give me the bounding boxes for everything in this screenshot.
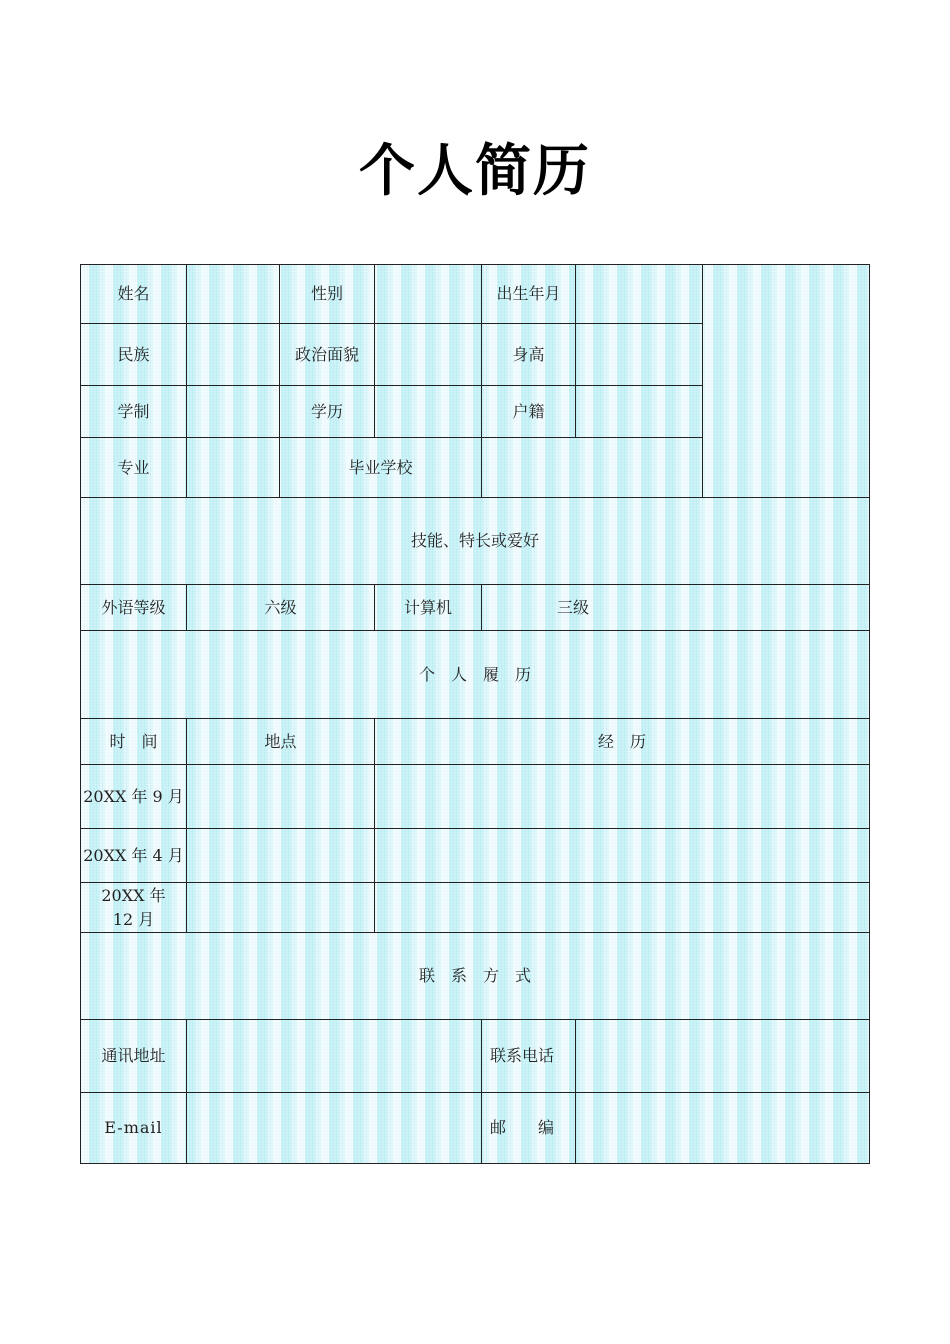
schooling-label: 学制 [81, 386, 187, 438]
ethnicity-label: 民族 [81, 324, 187, 386]
history-row-1-place[interactable] [187, 765, 375, 829]
phone-value[interactable] [576, 1020, 869, 1093]
major-value[interactable] [187, 438, 280, 498]
time-header: 时 间 [81, 719, 187, 765]
skills-section-title: 技能、特长或爱好 [81, 498, 869, 585]
history-row-2-experience[interactable] [375, 829, 869, 883]
experience-header: 经 历 [375, 719, 869, 765]
place-header: 地点 [187, 719, 375, 765]
history-row-2-place[interactable] [187, 829, 375, 883]
ethnicity-value[interactable] [187, 324, 280, 386]
language-label: 外语等级 [81, 585, 187, 631]
history-row-1-time: 20XX 年 9 月 [81, 765, 187, 829]
hukou-value[interactable] [576, 386, 703, 438]
height-value[interactable] [576, 324, 703, 386]
political-value[interactable] [375, 324, 482, 386]
email-label: E-mail [81, 1093, 187, 1163]
education-label: 学历 [280, 386, 375, 438]
history-row-1-experience[interactable] [375, 765, 869, 829]
hukou-label: 户籍 [482, 386, 576, 438]
history-section-title: 个 人 履 历 [81, 631, 869, 719]
page-title: 个人简历 [359, 139, 591, 204]
history-row-3-experience[interactable] [375, 883, 869, 933]
history-row-3-time: 20XX 年 12 月 [81, 883, 187, 933]
phone-label: 联系电话 [482, 1020, 576, 1093]
name-value[interactable] [187, 265, 280, 324]
gender-value[interactable] [375, 265, 482, 324]
name-label: 姓名 [81, 265, 187, 324]
contact-section-title: 联 系 方 式 [81, 933, 869, 1020]
school-label: 毕业学校 [280, 438, 482, 498]
gender-label: 性别 [280, 265, 375, 324]
postcode-label: 邮 编 [482, 1093, 576, 1163]
education-value[interactable] [375, 386, 482, 438]
history-row-2-time: 20XX 年 4 月 [81, 829, 187, 883]
postcode-value[interactable] [576, 1093, 869, 1163]
birth-value[interactable] [576, 265, 703, 324]
computer-label: 计算机 [375, 585, 482, 631]
computer-value[interactable]: 三级 [482, 585, 869, 631]
photo-area[interactable] [703, 265, 869, 498]
political-label: 政治面貌 [280, 324, 375, 386]
history-row-3-place[interactable] [187, 883, 375, 933]
height-label: 身高 [482, 324, 576, 386]
birth-label: 出生年月 [482, 265, 576, 324]
email-value[interactable] [187, 1093, 482, 1163]
address-value[interactable] [187, 1020, 482, 1093]
address-label: 通讯地址 [81, 1020, 187, 1093]
language-value[interactable]: 六级 [187, 585, 375, 631]
resume-form [80, 264, 870, 1164]
major-label: 专业 [81, 438, 187, 498]
school-value[interactable] [482, 438, 703, 498]
schooling-value[interactable] [187, 386, 280, 438]
